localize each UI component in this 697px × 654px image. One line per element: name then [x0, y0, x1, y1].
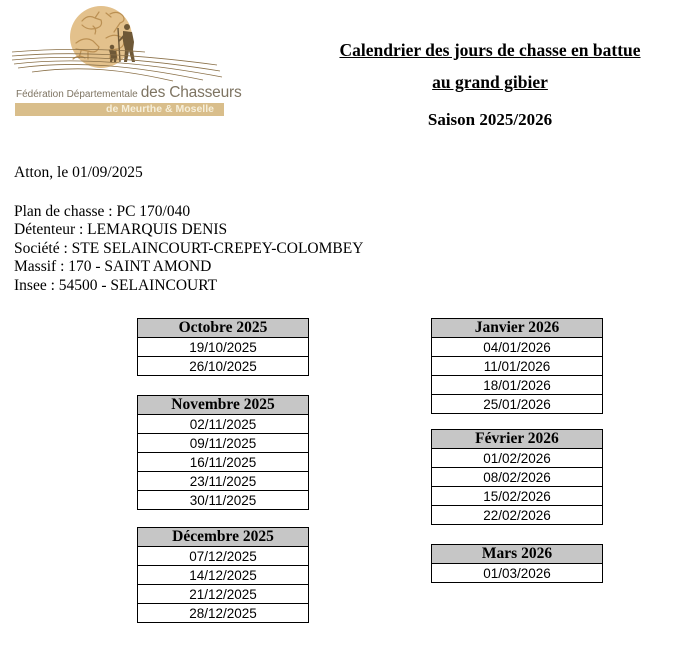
document-title — [300, 40, 680, 130]
hunt-date-row — [432, 449, 603, 468]
hunt-date-row — [138, 338, 309, 357]
hunt-date-row — [432, 506, 603, 525]
hunt-date-cell: 22/02/2026 — [432, 506, 603, 525]
month-header: Mars 2026 — [432, 545, 603, 564]
hunt-date-row — [432, 395, 603, 414]
hunt-date-row — [432, 338, 603, 357]
hunt-date-cell: 23/11/2025 — [138, 472, 309, 491]
month-header: Décembre 2025 — [138, 528, 309, 547]
logo-department-banner: de Meurthe & Moselle — [15, 103, 224, 116]
hunt-date-cell: 09/11/2025 — [138, 434, 309, 453]
hunt-date-cell: 16/11/2025 — [138, 453, 309, 472]
hunt-date-cell: 26/10/2025 — [138, 357, 309, 376]
logo-org-name — [10, 84, 242, 102]
hunt-date-row — [138, 491, 309, 510]
hunt-date-cell: 18/01/2026 — [432, 376, 603, 395]
hunt-date-row — [432, 376, 603, 395]
hunt-date-row — [432, 487, 603, 506]
hunt-date-row — [138, 472, 309, 491]
plan-de-chasse-line: Plan de chasse : PC 170/040 — [14, 202, 191, 220]
month-header: Octobre 2025 — [138, 319, 309, 338]
hunt-date-cell: 30/11/2025 — [138, 491, 309, 510]
month-header-row — [138, 528, 309, 547]
hunt-date-row — [432, 357, 603, 376]
logo-org-name-small: Fédération Départementale — [16, 89, 138, 100]
month-header: Février 2026 — [432, 430, 603, 449]
hunt-date-cell: 21/12/2025 — [138, 585, 309, 604]
hunt-date-row — [138, 415, 309, 434]
month-table — [431, 544, 603, 583]
societe-line: Société : STE SELAINCOURT-CREPEY-COLOMBEY — [14, 239, 364, 257]
title-line-2: au grand gibier — [432, 72, 548, 92]
month-header-row — [432, 430, 603, 449]
logo-org-name-large: des Chasseurs — [140, 84, 242, 101]
insee-line: Insee : 54500 - SELAINCOURT — [14, 276, 218, 294]
month-table — [137, 527, 309, 623]
title-line-1: Calendrier des jours de chasse en battue — [339, 40, 641, 60]
massif-line: Massif : 170 - SAINT AMOND — [14, 258, 212, 275]
hunt-date-row — [138, 357, 309, 376]
hunt-date-cell: 01/03/2026 — [432, 564, 603, 583]
hunt-date-cell: 19/10/2025 — [138, 338, 309, 357]
month-table — [431, 318, 603, 414]
hunt-date-cell: 01/02/2026 — [432, 449, 603, 468]
federation-logo — [10, 4, 242, 116]
month-header: Novembre 2025 — [138, 396, 309, 415]
hunt-date-cell: 15/02/2026 — [432, 487, 603, 506]
hunt-date-cell: 07/12/2025 — [138, 547, 309, 566]
hunt-date-cell: 11/01/2026 — [432, 357, 603, 376]
hunt-date-cell: 04/01/2026 — [432, 338, 603, 357]
title-season: Saison 2025/2026 — [427, 110, 553, 129]
month-header-row — [432, 545, 603, 564]
place-date-line: Atton, le 01/09/2025 — [14, 164, 143, 181]
month-header-row — [138, 319, 309, 338]
hunt-date-row — [138, 434, 309, 453]
hunt-date-cell: 28/12/2025 — [138, 604, 309, 623]
month-header-row — [432, 319, 603, 338]
hunt-date-row — [138, 547, 309, 566]
calendar-column-right — [431, 318, 603, 583]
calendar-column-left — [137, 318, 309, 623]
logo-artwork-icon — [10, 4, 234, 82]
month-table — [431, 429, 603, 525]
hunt-date-row — [432, 468, 603, 487]
hunt-date-row — [138, 585, 309, 604]
hunt-date-cell: 02/11/2025 — [138, 415, 309, 434]
hunt-date-cell: 08/02/2026 — [432, 468, 603, 487]
hunt-date-cell: 14/12/2025 — [138, 566, 309, 585]
hunt-date-row — [432, 564, 603, 583]
month-header-row — [138, 396, 309, 415]
hunt-date-row — [138, 453, 309, 472]
month-table — [137, 395, 309, 510]
month-header: Janvier 2026 — [432, 319, 603, 338]
hunt-date-row — [138, 566, 309, 585]
month-table — [137, 318, 309, 376]
detenteur-line: Détenteur : LEMARQUIS DENIS — [14, 221, 228, 238]
hunt-date-cell: 25/01/2026 — [432, 395, 603, 414]
letter-body — [14, 164, 363, 295]
hunt-date-row — [138, 604, 309, 623]
